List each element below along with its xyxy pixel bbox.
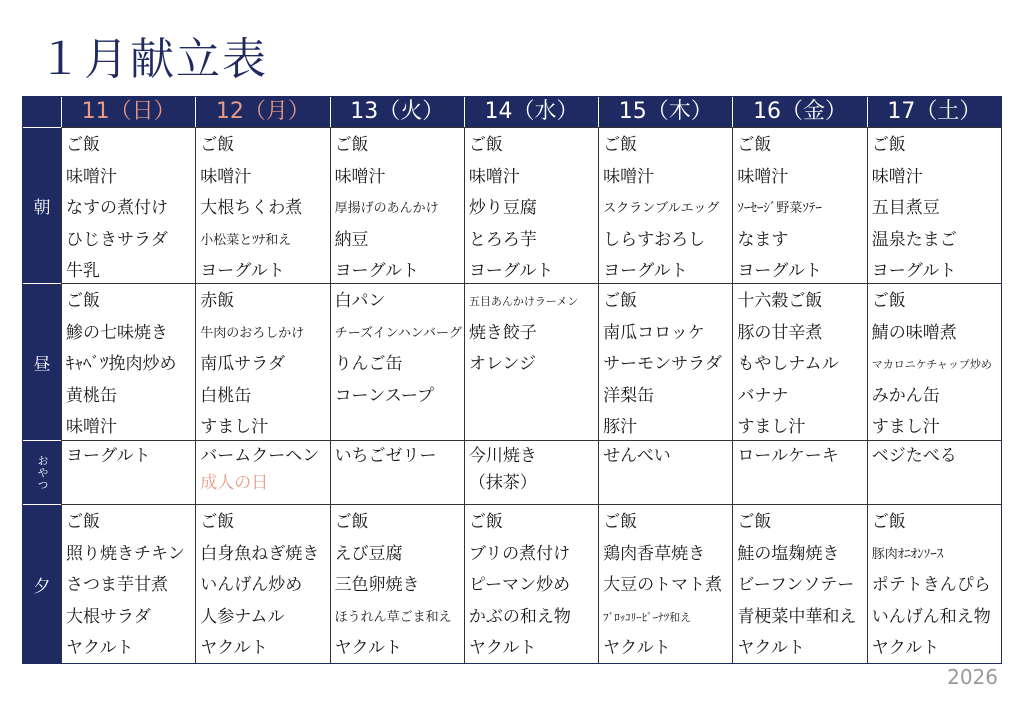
menu-cell-lunch xyxy=(61,283,195,440)
menu-cell-snack xyxy=(598,440,732,504)
menu-item: 焼き餃子 xyxy=(468,322,537,343)
menu-cell-breakfast xyxy=(464,127,598,283)
menu-item: 納豆 xyxy=(334,229,369,250)
menu-item: 五目煮豆 xyxy=(871,198,940,219)
menu-cell-dinner xyxy=(195,504,329,663)
menu-cell-snack xyxy=(61,440,195,504)
menu-item: 青梗菜中華和え xyxy=(737,606,857,627)
menu-item: ビーフンソテー xyxy=(737,575,855,596)
menu-item: えび豆腐 xyxy=(334,543,403,564)
menu-item: 味噌汁 xyxy=(871,166,923,187)
menu-item: 味噌汁 xyxy=(737,166,789,187)
menu-item: コーンスープ xyxy=(334,385,435,406)
meal-label-lunch: 昼 xyxy=(23,283,61,440)
menu-item: ご飯 xyxy=(200,135,235,155)
menu-item: 味噌汁 xyxy=(66,166,117,187)
menu-item: せんべい xyxy=(603,446,671,466)
menu-item: ご飯 xyxy=(603,291,638,311)
menu-table xyxy=(22,96,1002,664)
menu-item: 大根ちくわ煮 xyxy=(200,198,303,219)
menu-item: 厚揚げのあんかけ xyxy=(334,201,439,217)
menu-cell-snack xyxy=(867,440,1001,504)
menu-item: 牛乳 xyxy=(66,261,100,282)
menu-item: ピーマン炒め xyxy=(468,575,571,596)
menu-item: ご飯 xyxy=(871,135,906,155)
menu-item: ヨーグルト xyxy=(871,261,957,282)
menu-item: ブリの煮付け xyxy=(468,543,571,564)
menu-item: いちごゼリー xyxy=(334,446,437,466)
menu-item: 白桃缶 xyxy=(200,385,252,406)
menu-item: 味噌汁 xyxy=(66,417,117,438)
menu-item: かぶの和え物 xyxy=(468,606,571,627)
menu-item: 味噌汁 xyxy=(603,166,655,187)
menu-item: 赤飯 xyxy=(200,291,235,311)
menu-item: ロールケーキ xyxy=(737,446,839,466)
menu-cell-breakfast xyxy=(867,127,1001,283)
menu-item: ヨーグルト xyxy=(200,261,285,282)
menu-item: ご飯 xyxy=(603,512,638,532)
menu-item: ヤクルト xyxy=(334,638,403,659)
menu-item: 炒り豆腐 xyxy=(468,198,537,219)
menu-item: ヨーグルト xyxy=(468,261,554,282)
menu-item: ヨーグルト xyxy=(737,261,822,282)
menu-cell-lunch xyxy=(330,283,464,440)
meal-label-snack: おやつ xyxy=(23,440,61,504)
menu-item: ベジたべる xyxy=(871,446,957,466)
menu-item: 洋梨缶 xyxy=(603,385,655,406)
menu-item: 南瓜コロッケ xyxy=(603,322,705,343)
menu-item: ヤクルト xyxy=(66,638,134,659)
menu-item: バナナ xyxy=(737,385,789,406)
menu-item: もやしナムル xyxy=(737,354,839,375)
menu-item: 牛肉のおろしかけ xyxy=(200,325,305,341)
menu-item: すまし汁 xyxy=(871,417,940,438)
menu-item: 小松菜とﾂﾅ和え xyxy=(200,232,292,248)
day-header: 14（水） xyxy=(464,97,598,127)
menu-item: 温泉たまご xyxy=(871,229,957,250)
menu-item: ヤクルト xyxy=(468,638,537,659)
menu-cell-snack xyxy=(732,440,866,504)
menu-item: みかん缶 xyxy=(871,385,940,406)
menu-item: ご飯 xyxy=(468,512,503,532)
menu-item: 大豆のトマト煮 xyxy=(603,575,723,596)
menu-cell-breakfast xyxy=(732,127,866,283)
menu-item: ヨーグルト xyxy=(66,446,151,466)
menu-cell-lunch xyxy=(732,283,866,440)
menu-item: 豚の甘辛煮 xyxy=(737,322,823,343)
menu-item: 三色卵焼き xyxy=(334,575,420,596)
menu-cell-snack xyxy=(464,440,598,504)
menu-cell-lunch xyxy=(464,283,598,440)
year-label: 2026 xyxy=(947,665,998,689)
menu-cell-breakfast xyxy=(195,127,329,283)
menu-item: ヤクルト xyxy=(200,638,268,659)
menu-cell-lunch xyxy=(195,283,329,440)
menu-item: 白身魚ねぎ焼き xyxy=(200,543,320,564)
menu-item: いんげん和え物 xyxy=(871,606,991,627)
menu-item: ヨーグルト xyxy=(603,261,688,282)
menu-item: なすの煮付け xyxy=(66,198,168,219)
menu-item: さつま芋甘煮 xyxy=(66,575,168,596)
menu-item: 人参ナムル xyxy=(200,606,285,627)
menu-cell-dinner xyxy=(867,504,1001,663)
menu-item: 五目あんかけラーメン xyxy=(468,295,579,308)
menu-item: ヤクルト xyxy=(737,638,805,659)
menu-item: 味噌汁 xyxy=(468,166,520,187)
menu-cell-dinner xyxy=(598,504,732,663)
menu-item: 鶏肉香草焼き xyxy=(603,543,706,564)
menu-item: ヨーグルト xyxy=(334,261,420,282)
day-header: 16（金） xyxy=(732,97,866,127)
menu-item: ご飯 xyxy=(737,512,772,532)
menu-item: ヤクルト xyxy=(603,638,671,659)
meal-label-dinner: 夕 xyxy=(23,504,61,663)
menu-item: 白パン xyxy=(334,291,386,311)
day-header: 12（月） xyxy=(195,97,329,127)
menu-item: 味噌汁 xyxy=(200,166,252,187)
menu-item: マカロニケチャップ炒め xyxy=(871,358,992,372)
menu-cell-dinner xyxy=(464,504,598,663)
meal-label-breakfast: 朝 xyxy=(23,127,61,283)
holiday-note: 成人の日 xyxy=(200,473,269,493)
menu-item: すまし汁 xyxy=(200,417,269,438)
menu-item: 味噌汁 xyxy=(334,166,386,187)
menu-item: 豚肉ｵﾆｵﾝｿｰｽ xyxy=(871,546,944,562)
menu-item: ご飯 xyxy=(603,135,638,155)
menu-cell-snack xyxy=(195,440,329,504)
day-header: 17（土） xyxy=(867,97,1001,127)
menu-cell-breakfast xyxy=(330,127,464,283)
menu-cell-lunch xyxy=(867,283,1001,440)
menu-item: いんげん炒め xyxy=(200,575,303,596)
menu-item: ご飯 xyxy=(66,512,100,532)
menu-item: 黄桃缶 xyxy=(66,385,117,406)
menu-cell-snack xyxy=(330,440,464,504)
menu-item: ヤクルト xyxy=(871,638,940,659)
menu-item: ご飯 xyxy=(871,512,906,532)
menu-item: サーモンサラダ xyxy=(603,354,722,375)
menu-item: 照り焼きチキン xyxy=(66,543,185,564)
menu-item: ひじきサラダ xyxy=(66,229,168,250)
menu-item: すまし汁 xyxy=(737,417,806,438)
menu-cell-lunch xyxy=(598,283,732,440)
menu-item: しらすおろし xyxy=(603,229,706,250)
menu-item: ﾌﾞﾛｯｺﾘｰﾋﾟｰﾅﾂ和え xyxy=(603,610,692,624)
day-header: 15（木） xyxy=(598,97,732,127)
menu-item: 南瓜サラダ xyxy=(200,354,286,375)
menu-item: スクランブルエッグ xyxy=(603,201,720,217)
menu-item: ｿｰｾｰｼﾞ野菜ｿﾃｰ xyxy=(737,201,822,217)
menu-item: 十六穀ご飯 xyxy=(737,291,823,311)
menu-item: オレンジ xyxy=(468,354,536,375)
menu-item: ご飯 xyxy=(66,135,100,155)
page-title: １月献立表 xyxy=(38,34,268,85)
menu-cell-breakfast xyxy=(61,127,195,283)
menu-item: ご飯 xyxy=(334,512,369,532)
menu-item: ご飯 xyxy=(737,135,772,155)
menu-item: 鯖の味噌煮 xyxy=(871,322,957,343)
menu-item: （抹茶） xyxy=(468,473,537,493)
menu-cell-dinner xyxy=(61,504,195,663)
menu-item: ご飯 xyxy=(66,291,100,311)
menu-item: りんご缶 xyxy=(334,354,403,375)
menu-item: 鮭の塩麹焼き xyxy=(737,543,840,564)
menu-item: 豚汁 xyxy=(603,417,638,438)
menu-item: ご飯 xyxy=(334,135,369,155)
menu-item: なます xyxy=(737,229,789,250)
menu-item: ご飯 xyxy=(200,512,235,532)
menu-cell-dinner xyxy=(330,504,464,663)
menu-cell-dinner xyxy=(732,504,866,663)
menu-item: ｷｬﾍﾞﾂ挽肉炒め xyxy=(66,354,177,375)
day-header: 11（日） xyxy=(61,97,195,127)
menu-item: とろろ芋 xyxy=(468,229,537,250)
menu-item: 鯵の七味焼き xyxy=(66,322,168,343)
menu-cell-breakfast xyxy=(598,127,732,283)
menu-item: ほうれん草ごま和え xyxy=(334,609,452,625)
menu-item: チーズインハンバーグ xyxy=(334,325,462,341)
day-header: 13（火） xyxy=(330,97,464,127)
menu-item: 大根サラダ xyxy=(66,606,151,627)
menu-item: 今川焼き xyxy=(468,446,537,466)
menu-item: バームクーヘン xyxy=(200,446,320,466)
menu-item: ご飯 xyxy=(871,291,906,311)
menu-item: ポテトきんぴら xyxy=(871,575,991,596)
menu-item: ご飯 xyxy=(468,135,503,155)
